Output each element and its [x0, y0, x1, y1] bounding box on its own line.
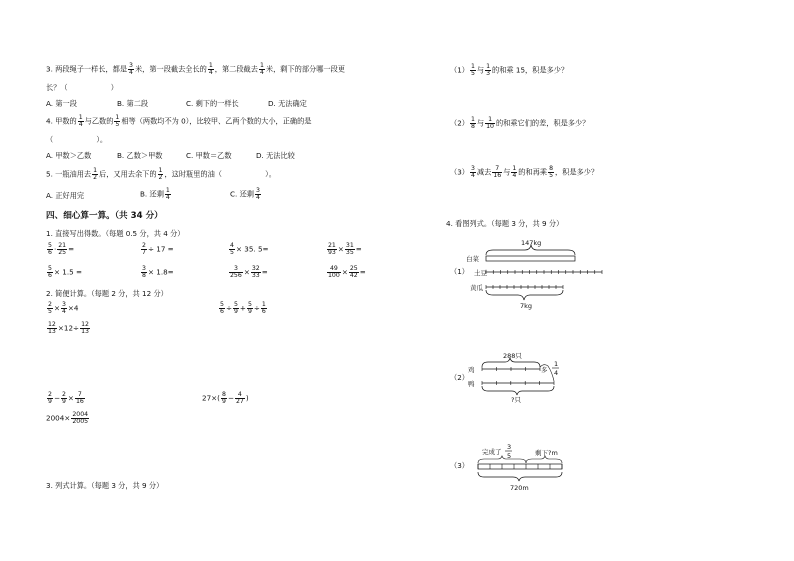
direct-item-4: $\frac{21}{93}$ × $\frac{31}{35}$ = [328, 242, 362, 257]
direct-item-2: $\frac{2}{7}$ ÷ 17 = [142, 242, 174, 257]
right-question-2: （2） $\frac{1}{8}$ 与 $\frac{1}{10}$ 的和乘它们的差，积是多少？ [450, 116, 590, 131]
q4-option-b: B. 乙数＞甲数 [117, 151, 163, 160]
right-question-3: （3） $\frac{3}{4}$ 减去 $\frac{7}{16}$ 与 $\frac{1}{4}$ 的和再乘 $\frac{8}{5}$ ，积是多少？ [450, 165, 599, 180]
q4-text-2: 与乙数的 [84, 116, 114, 126]
diagram-1-bottom-label: 7kg [520, 302, 533, 310]
diagram-3-label: （3） [450, 461, 469, 470]
q5-option-a: A. 正好用完 [46, 191, 85, 200]
simple-calc-title: 2. 简便计算。（每题 2 分，共 12 分） [46, 289, 168, 298]
fraction: $\frac{1}{4}$ [78, 114, 83, 129]
simple-expr-6: 2004× $\frac{2004}{2005}$ [46, 411, 89, 426]
row-label-potato: 土豆 [474, 269, 487, 277]
done-fraction-den: 5 [507, 452, 512, 460]
simple-expr-2: $\frac{5}{6}$ ÷ $\frac{5}{9}$ + $\frac{5}{9}$ ÷ $\frac{1}{6}$ [220, 301, 266, 316]
brace-total [478, 472, 562, 481]
row-label-cabbage: 白菜 [466, 255, 479, 263]
direct-item-1: $\frac{5}{6}$ · $\frac{21}{25}$ = [48, 242, 75, 257]
q4-option-c: C. 甲数＝乙数 [186, 151, 232, 160]
q5-option-c: C. 还剩 $\frac{3}{4}$ [230, 187, 260, 202]
diagram-2-label: （2） [450, 373, 469, 382]
done-fraction-num: 3 [507, 443, 512, 451]
q3-text-4: 米，剩下的部分哪一段更 [265, 64, 345, 74]
brace-left [526, 456, 562, 463]
fraction: $\frac{1}{4}$ [259, 62, 264, 77]
q4-line-2: （ ）。 [46, 135, 108, 144]
done-label: 完成了 [482, 448, 502, 456]
q3-option-a: A. 第一段 [46, 99, 77, 108]
fraction: $\frac{1}{2}$ [158, 167, 163, 182]
q5-text-1: 5. 一瓶油用去 [46, 169, 92, 179]
direct-item-5: $\frac{5}{6}$ × 1.5 = [48, 265, 82, 280]
row-label-duck: 鸭 [468, 380, 475, 388]
q3-option-d: D. 无法确定 [268, 99, 307, 108]
simple-expr-3: $\frac{12}{13}$ ×12÷ $\frac{12}{13}$ [48, 321, 89, 336]
fraction: $\frac{1}{2}$ [93, 167, 98, 182]
bar-total [478, 464, 562, 469]
total-ticks [478, 464, 562, 469]
brace-duck [482, 386, 554, 395]
q3-option-c: C. 剩下的一样长 [186, 99, 239, 108]
q3-text-3: ，第二段截去 [214, 64, 258, 74]
diagram-3-bottom-label: 720m [510, 484, 529, 492]
row-label-chicken: 鸡 [468, 366, 475, 374]
look-diagram-title: 4. 看图列式。（每题 3 分，共 9 分） [446, 219, 564, 228]
direct-item-3: $\frac{4}{5}$ × 35. 5= [230, 242, 269, 257]
q4-option-a: A. 甲数＞乙数 [46, 151, 92, 160]
brace-bottom [486, 290, 563, 300]
fraction: $\frac{1}{5}$ [115, 114, 120, 129]
brace [486, 245, 575, 255]
left-label: 剩下?m [535, 449, 558, 457]
q3-text-1: 3. 两段绳子一样长，都是 [46, 64, 128, 74]
section-4-title: 四、细心算一算。（共 34 分） [46, 211, 163, 221]
simple-expr-5: 27×( $\frac{8}{9}$ − $\frac{4}{27}$ ) [202, 391, 249, 406]
diagram-1-top-label: 147kg [521, 239, 542, 247]
row-label-cucumber: 黄瓜 [470, 284, 483, 292]
direct-calc-title: 1. 直接写出得数。（每题 0.5 分，共 4 分） [46, 229, 185, 238]
simple-expr-4: $\frac{2}{9}$ − $\frac{2}{9}$ × $\frac{7}{16}$ [48, 391, 84, 406]
q3-text-2: 米，第一段截去全长的 [134, 64, 207, 74]
more-fraction-den: 4 [554, 369, 559, 377]
right-question-1: （1） $\frac{1}{5}$ 与 $\frac{1}{3}$ 的和乘 15，积是多少？ [450, 63, 569, 78]
simple-expr-1: $\frac{2}{5}$ × $\frac{3}{4}$ ×4 [48, 301, 79, 316]
fraction: $\frac{1}{4}$ [208, 62, 213, 77]
q5-text-3: ，这时瓶里的油（ ）。 [164, 169, 276, 179]
q5-text-2: 后，又用去余下的 [99, 169, 157, 179]
direct-item-7: $\frac{3}{256}$ × $\frac{32}{33}$ = [230, 265, 268, 280]
direct-item-8: $\frac{49}{100}$ × $\frac{25}{42}$ = [328, 265, 366, 280]
q3-line-2: 长？（ ） [46, 83, 118, 92]
q4-option-d: D. 无法比较 [256, 151, 295, 160]
list-calc-title: 3. 列式计算。（每题 3 分，共 9 分） [46, 481, 164, 490]
diagram-2-bottom-label: ?只 [511, 396, 521, 404]
bar-cabbage [486, 256, 575, 261]
direct-item-6: $\frac{3}{8}$ × 1.8= [142, 265, 174, 280]
fraction: $\frac{3}{4}$ [129, 62, 133, 77]
diagram-2-top-label: 288只 [503, 352, 522, 360]
more-label: 多 [541, 366, 548, 374]
q4-text-1: 4. 甲数的 [46, 116, 77, 126]
q3-option-b: B. 第二段 [117, 99, 149, 108]
brace-done [478, 456, 526, 463]
diagram-1-label: （1） [450, 267, 469, 276]
q5-option-b: B. 还剩 $\frac{1}{4}$ [140, 187, 170, 202]
more-fraction-num: 1 [554, 360, 559, 368]
q4-text-3: 相等（两数均不为 0），比较甲、乙两个数的大小，正确的是 [121, 116, 312, 126]
